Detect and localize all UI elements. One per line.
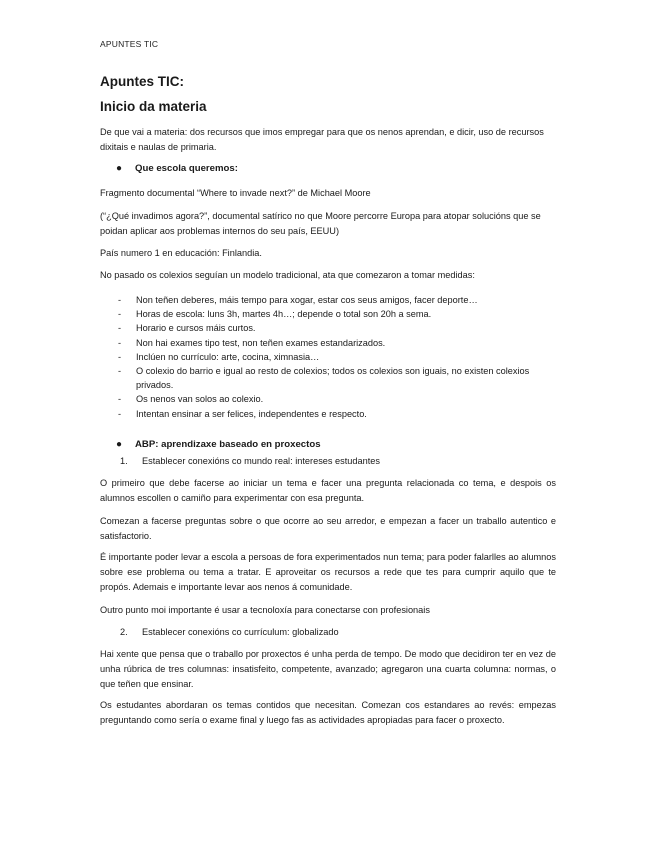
fragment-line: Fragmento documental “Where to invade next?” de Michael Moore xyxy=(100,188,371,198)
list-item: - Inclúen no currículo: arte, cocina, ximnasia… xyxy=(118,351,320,362)
past-line: No pasado os colexios seguían un modelo tradicional, ata que comezaron a tomar medidas: xyxy=(100,270,475,280)
paragraph: Comezan a facerse preguntas sobre o que ocorre ao seu arredor, e empezan a facer un traballo autentico e satisfactorio. xyxy=(100,516,556,541)
list-item: - Os nenos van solos ao colexio. xyxy=(118,394,264,405)
list-item: - Non teñen deberes, máis tempo para xogar, estar cos seus amigos, facer deporte… xyxy=(118,295,478,305)
bullet-heading-label: ABP: aprendizaxe baseado en proxectos xyxy=(135,439,321,450)
bullet-dot-icon: ● xyxy=(116,163,123,174)
country-line: País numero 1 en educación: Finlandia. xyxy=(100,248,262,258)
running-header: APUNTES TIC xyxy=(100,39,159,49)
list-item: - Non hai exames tipo test, non teñen exames estandarizados. xyxy=(118,337,386,348)
intro-paragraph: De que vai a materia: dos recursos que imos empregar para que os nenos aprendan, e dicir, uso de recursos dixitais e naulas de primaria. xyxy=(100,127,544,152)
fragment-note: (“¿Qué invadimos agora?”, documental satírico no que Moore percorre Europa para atopar solucións que se poidan aplicar aos problemas internos do seu país, EEUU) xyxy=(100,211,541,236)
numbered-item-1: 1. Establecer conexións co mundo real: intereses estudantes xyxy=(120,456,380,466)
bullet-heading-label: Que escola queremos: xyxy=(135,163,238,174)
list-item: - Horas de escola: luns 3h, martes 4h…; depende o total son 20h a sema. xyxy=(118,309,432,320)
paragraph: O primeiro que debe facerse ao iniciar un tema e facer una pregunta relacionada co tema, e despois os alumnos escollen o camiño para experimentar con esa pregunta. xyxy=(100,478,556,503)
list-item: - Intentan ensinar a ser felices, independentes e respecto. xyxy=(118,408,367,419)
list-item: - Horario e cursos máis curtos. xyxy=(118,323,256,334)
section-heading: Inicio da materia xyxy=(100,99,207,114)
bullet-heading-escola xyxy=(116,163,238,174)
bullet-heading-abp xyxy=(116,439,321,450)
numbered-item-2: 2. Establecer conexións co currículum: globalizado xyxy=(120,627,339,637)
paragraph: Outro punto moi importante é usar a tecnoloxía para conectarse con profesionais xyxy=(100,605,430,615)
paragraph: É importante poder levar a escola a persoas de fora experimentados nun tema; para poder falarlles ao alumnos sobre ese problema ou tema a tratar. E aproveitar os recursos a rede que tes para cumprir aquilo que te propós. Ademais e importante levar aos nenos á comunidade. xyxy=(100,552,556,592)
list-item: - O colexio do barrio e igual ao resto de colexios; todos os colexios son iguais, no existen colexios privados. xyxy=(118,366,530,391)
paragraph: Os estudantes abordaran os temas contidos que necesitan. Comezan cos estandares ao revés: empezas preguntando como sería o exame final y luego fas as actividades apropiadas para facer o proxecto. xyxy=(100,700,556,725)
measures-list xyxy=(100,293,556,421)
bullet-dot-icon: ● xyxy=(116,439,123,450)
document-title: Apuntes TIC: xyxy=(100,74,184,89)
paragraph: Hai xente que pensa que o traballo por proxectos é unha perda de tempo. De modo que decidiron ter en vez de unha rúbrica de tres columnas: insatisfeito, competente, avanzado; agregaron una cuarta columna: normas, o que teñen que ensinar. xyxy=(100,649,556,689)
